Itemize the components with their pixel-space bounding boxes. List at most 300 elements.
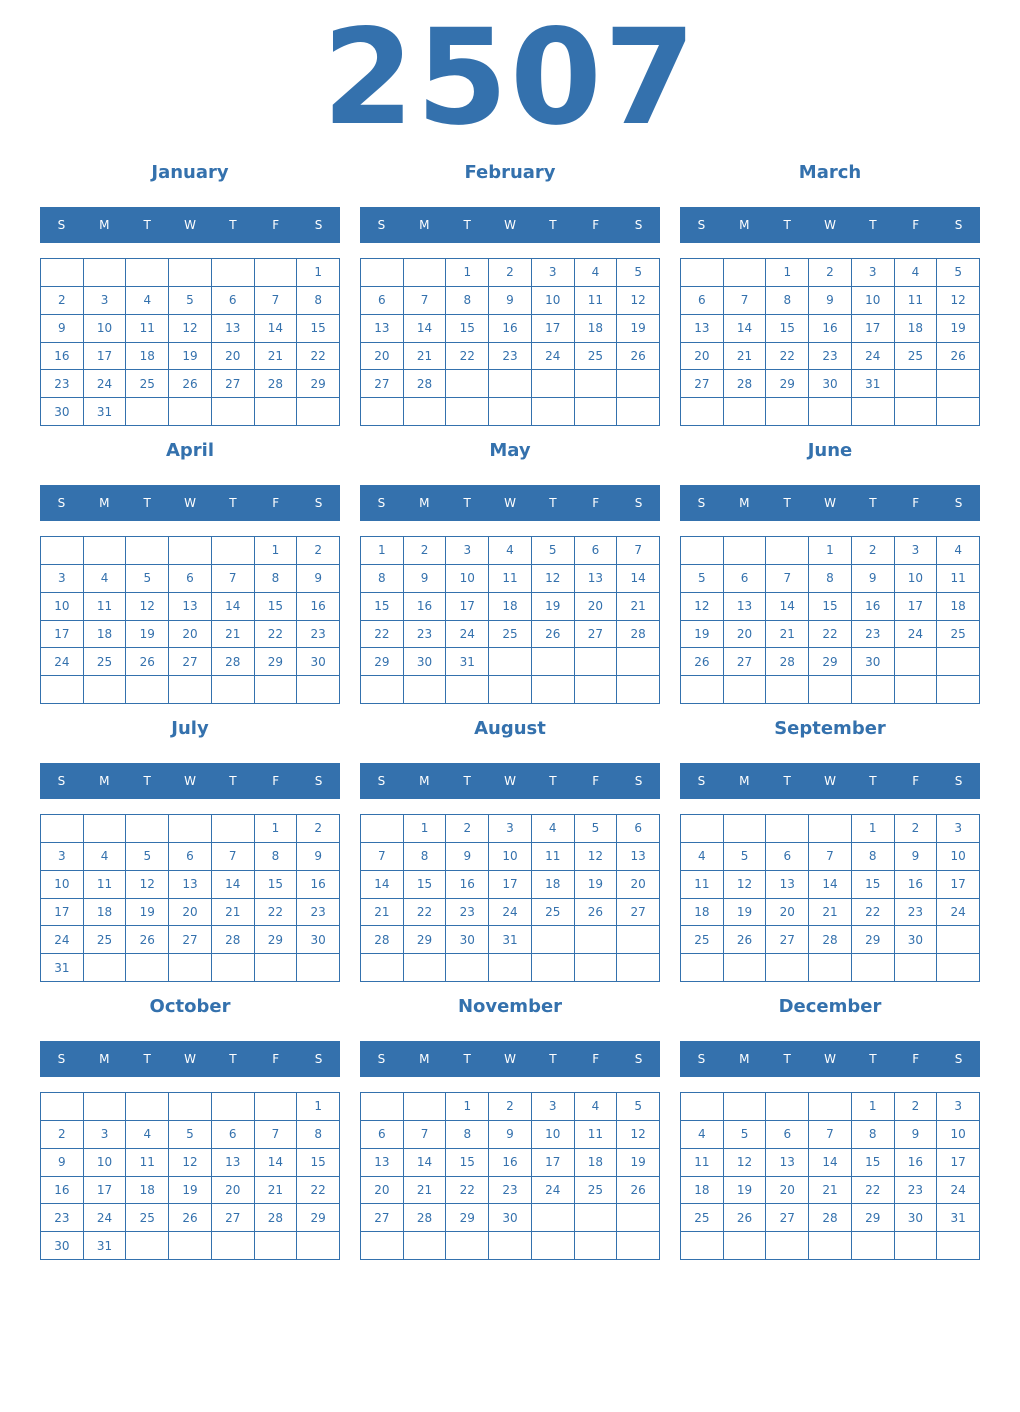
day-cell: 2 (297, 815, 340, 843)
empty-day-cell (937, 648, 980, 676)
empty-day-cell (489, 1232, 532, 1260)
day-cell: 29 (361, 648, 404, 676)
day-cell: 30 (489, 1204, 532, 1232)
day-cell: 11 (126, 1149, 169, 1177)
day-cell: 29 (404, 926, 447, 954)
day-cell: 25 (681, 926, 724, 954)
weekday-label: T (869, 1052, 877, 1066)
empty-day-cell (361, 398, 404, 426)
empty-day-cell (724, 537, 767, 565)
day-cell: 4 (532, 815, 575, 843)
empty-day-cell (575, 370, 618, 398)
empty-day-cell (126, 815, 169, 843)
weekday-label: F (592, 1052, 600, 1066)
day-cell: 4 (84, 843, 127, 871)
empty-day-cell (681, 1093, 724, 1121)
day-cell: 4 (937, 537, 980, 565)
month-name: January (151, 162, 229, 183)
month-name: December (778, 996, 882, 1017)
day-grid (360, 814, 660, 982)
day-cell: 21 (255, 1177, 298, 1205)
day-cell: 18 (126, 343, 169, 371)
day-cell: 25 (126, 370, 169, 398)
day-cell: 15 (852, 1149, 895, 1177)
weekday-label: S (697, 1052, 706, 1066)
empty-day-cell (724, 954, 767, 982)
day-cell: 15 (361, 593, 404, 621)
empty-day-cell (169, 398, 212, 426)
weekday-label: S (634, 218, 643, 232)
day-cell: 26 (532, 621, 575, 649)
weekday-label: W (824, 1052, 836, 1066)
day-cell: 31 (84, 398, 127, 426)
weekday-label: W (504, 218, 516, 232)
day-cell: 14 (724, 315, 767, 343)
day-cell: 16 (489, 315, 532, 343)
weekday-label: T (783, 496, 791, 510)
weekday-label: F (912, 496, 920, 510)
day-cell: 10 (852, 287, 895, 315)
day-cell: 2 (41, 1121, 84, 1149)
day-cell: 21 (361, 899, 404, 927)
weekday-label: M (419, 218, 430, 232)
empty-day-cell (297, 954, 340, 982)
weekday-label: T (783, 1052, 791, 1066)
empty-day-cell (532, 676, 575, 704)
weekday-label: T (143, 496, 151, 510)
day-grid (680, 814, 980, 982)
empty-day-cell (446, 954, 489, 982)
day-cell: 31 (41, 954, 84, 982)
day-cell: 18 (84, 621, 127, 649)
day-cell: 15 (404, 871, 447, 899)
weekday-label: T (463, 774, 471, 788)
day-cell: 17 (532, 1149, 575, 1177)
weekday-label: S (634, 1052, 643, 1066)
day-cell: 26 (617, 343, 660, 371)
empty-day-cell (169, 954, 212, 982)
empty-day-cell (169, 676, 212, 704)
day-cell: 21 (766, 621, 809, 649)
empty-day-cell (169, 537, 212, 565)
empty-day-cell (126, 537, 169, 565)
day-cell: 22 (297, 1177, 340, 1205)
day-cell: 25 (126, 1204, 169, 1232)
empty-day-cell (169, 1232, 212, 1260)
day-cell: 9 (852, 565, 895, 593)
day-cell: 8 (297, 287, 340, 315)
day-cell: 5 (617, 259, 660, 287)
day-grid (680, 536, 980, 704)
empty-day-cell (489, 954, 532, 982)
weekday-header (680, 1041, 980, 1077)
day-cell: 4 (681, 1121, 724, 1149)
empty-day-cell (617, 954, 660, 982)
day-grid (360, 258, 660, 426)
day-cell: 13 (169, 593, 212, 621)
day-cell: 23 (852, 621, 895, 649)
weekday-label: T (463, 496, 471, 510)
day-cell: 13 (766, 1149, 809, 1177)
empty-day-cell (489, 648, 532, 676)
month-name: November (457, 996, 563, 1017)
day-cell: 23 (404, 621, 447, 649)
day-cell: 20 (361, 1177, 404, 1205)
empty-day-cell (41, 1093, 84, 1121)
day-cell: 10 (532, 1121, 575, 1149)
day-cell: 1 (361, 537, 404, 565)
empty-day-cell (489, 370, 532, 398)
day-cell: 8 (404, 843, 447, 871)
day-cell: 13 (361, 1149, 404, 1177)
day-cell: 9 (41, 315, 84, 343)
weekday-label: S (377, 774, 386, 788)
day-cell: 12 (126, 871, 169, 899)
day-cell: 29 (255, 648, 298, 676)
day-cell: 17 (489, 871, 532, 899)
empty-day-cell (446, 370, 489, 398)
empty-day-cell (126, 1232, 169, 1260)
day-cell: 17 (41, 621, 84, 649)
day-cell: 1 (404, 815, 447, 843)
empty-day-cell (575, 676, 618, 704)
weekday-label: F (592, 218, 600, 232)
day-cell: 25 (489, 621, 532, 649)
day-cell: 23 (895, 899, 938, 927)
day-cell: 2 (297, 537, 340, 565)
day-cell: 2 (41, 287, 84, 315)
day-cell: 25 (937, 621, 980, 649)
day-cell: 12 (681, 593, 724, 621)
weekday-label: S (697, 496, 706, 510)
day-cell: 9 (446, 843, 489, 871)
empty-day-cell (937, 676, 980, 704)
empty-day-cell (532, 954, 575, 982)
empty-day-cell (169, 259, 212, 287)
day-cell: 14 (255, 315, 298, 343)
month-name: June (807, 440, 853, 461)
empty-day-cell (212, 259, 255, 287)
empty-day-cell (404, 259, 447, 287)
empty-day-cell (255, 954, 298, 982)
empty-day-cell (895, 676, 938, 704)
empty-day-cell (766, 398, 809, 426)
day-cell: 21 (255, 343, 298, 371)
weekday-header (680, 207, 980, 243)
day-grid (40, 258, 340, 426)
day-cell: 23 (446, 899, 489, 927)
day-cell: 21 (212, 899, 255, 927)
weekday-label: W (824, 218, 836, 232)
weekday-label: M (99, 1052, 110, 1066)
empty-day-cell (489, 676, 532, 704)
weekday-label: T (869, 496, 877, 510)
day-cell: 19 (681, 621, 724, 649)
day-cell: 13 (575, 565, 618, 593)
empty-day-cell (297, 676, 340, 704)
empty-day-cell (84, 676, 127, 704)
day-cell: 31 (852, 370, 895, 398)
day-cell: 7 (404, 1121, 447, 1149)
empty-day-cell (532, 1204, 575, 1232)
day-grid (40, 814, 340, 982)
empty-day-cell (724, 259, 767, 287)
day-cell: 31 (84, 1232, 127, 1260)
weekday-label: M (99, 496, 110, 510)
day-cell: 1 (809, 537, 852, 565)
month-name: October (149, 996, 231, 1017)
day-cell: 7 (617, 537, 660, 565)
day-cell: 1 (297, 1093, 340, 1121)
empty-day-cell (255, 259, 298, 287)
empty-day-cell (617, 370, 660, 398)
empty-day-cell (617, 1232, 660, 1260)
day-cell: 22 (766, 343, 809, 371)
month-name: May (489, 440, 531, 461)
day-cell: 7 (361, 843, 404, 871)
day-cell: 6 (361, 287, 404, 315)
day-cell: 12 (617, 1121, 660, 1149)
month-name: September (774, 718, 886, 739)
day-cell: 24 (937, 899, 980, 927)
day-cell: 7 (724, 287, 767, 315)
empty-day-cell (446, 1232, 489, 1260)
day-cell: 22 (446, 343, 489, 371)
weekday-label: S (377, 1052, 386, 1066)
weekday-label: W (184, 218, 196, 232)
day-cell: 14 (255, 1149, 298, 1177)
day-cell: 15 (809, 593, 852, 621)
year-title: 2507 (322, 1, 698, 155)
day-cell: 5 (724, 843, 767, 871)
weekday-label: F (272, 774, 280, 788)
day-cell: 2 (852, 537, 895, 565)
empty-day-cell (724, 1232, 767, 1260)
day-cell: 16 (297, 871, 340, 899)
empty-day-cell (255, 398, 298, 426)
day-cell: 15 (446, 1149, 489, 1177)
day-cell: 24 (895, 621, 938, 649)
day-cell: 12 (617, 287, 660, 315)
day-cell: 18 (937, 593, 980, 621)
day-cell: 13 (681, 315, 724, 343)
empty-day-cell (41, 676, 84, 704)
day-cell: 13 (361, 315, 404, 343)
empty-day-cell (41, 815, 84, 843)
day-cell: 30 (297, 926, 340, 954)
empty-day-cell (575, 1232, 618, 1260)
month-name: February (464, 162, 556, 183)
empty-day-cell (212, 815, 255, 843)
empty-day-cell (126, 676, 169, 704)
day-cell: 5 (126, 843, 169, 871)
day-cell: 14 (404, 1149, 447, 1177)
month-name: August (474, 718, 546, 739)
day-cell: 25 (895, 343, 938, 371)
empty-day-cell (766, 815, 809, 843)
weekday-label: S (954, 774, 963, 788)
day-cell: 18 (575, 1149, 618, 1177)
day-cell: 30 (895, 1204, 938, 1232)
empty-day-cell (575, 1204, 618, 1232)
empty-day-cell (575, 926, 618, 954)
day-cell: 8 (361, 565, 404, 593)
day-cell: 7 (212, 843, 255, 871)
day-cell: 24 (41, 926, 84, 954)
day-cell: 20 (617, 871, 660, 899)
day-cell: 10 (489, 843, 532, 871)
day-cell: 6 (575, 537, 618, 565)
empty-day-cell (84, 815, 127, 843)
empty-day-cell (212, 676, 255, 704)
day-cell: 15 (446, 315, 489, 343)
day-cell: 2 (446, 815, 489, 843)
day-cell: 20 (212, 343, 255, 371)
weekday-label: F (272, 1052, 280, 1066)
day-cell: 16 (489, 1149, 532, 1177)
empty-day-cell (809, 815, 852, 843)
day-cell: 6 (361, 1121, 404, 1149)
day-cell: 28 (361, 926, 404, 954)
weekday-label: M (739, 774, 750, 788)
day-cell: 6 (766, 1121, 809, 1149)
day-cell: 14 (766, 593, 809, 621)
day-cell: 11 (575, 287, 618, 315)
day-cell: 20 (169, 621, 212, 649)
weekday-header (360, 763, 660, 799)
empty-day-cell (361, 259, 404, 287)
day-cell: 14 (809, 1149, 852, 1177)
empty-day-cell (126, 398, 169, 426)
empty-day-cell (84, 537, 127, 565)
day-cell: 18 (681, 1177, 724, 1205)
day-cell: 21 (724, 343, 767, 371)
weekday-label: T (229, 218, 237, 232)
empty-day-cell (84, 259, 127, 287)
day-cell: 10 (84, 1149, 127, 1177)
day-cell: 27 (681, 370, 724, 398)
weekday-label: W (184, 496, 196, 510)
day-cell: 17 (937, 1149, 980, 1177)
empty-day-cell (895, 398, 938, 426)
day-cell: 29 (297, 1204, 340, 1232)
weekday-label: S (377, 496, 386, 510)
empty-day-cell (766, 537, 809, 565)
day-cell: 15 (297, 1149, 340, 1177)
day-cell: 29 (852, 926, 895, 954)
day-cell: 11 (895, 287, 938, 315)
day-cell: 3 (532, 259, 575, 287)
day-cell: 10 (937, 1121, 980, 1149)
empty-day-cell (212, 1232, 255, 1260)
day-cell: 19 (126, 621, 169, 649)
day-cell: 10 (41, 871, 84, 899)
empty-day-cell (446, 398, 489, 426)
empty-day-cell (126, 954, 169, 982)
weekday-label: S (314, 774, 323, 788)
day-cell: 11 (84, 871, 127, 899)
day-cell: 19 (575, 871, 618, 899)
day-cell: 13 (617, 843, 660, 871)
day-cell: 18 (895, 315, 938, 343)
weekday-label: W (504, 496, 516, 510)
day-cell: 1 (766, 259, 809, 287)
empty-day-cell (404, 954, 447, 982)
day-cell: 11 (681, 871, 724, 899)
empty-day-cell (361, 954, 404, 982)
empty-day-cell (361, 815, 404, 843)
day-cell: 20 (724, 621, 767, 649)
day-cell: 17 (895, 593, 938, 621)
weekday-label: S (954, 218, 963, 232)
weekday-header (40, 207, 340, 243)
day-cell: 30 (41, 1232, 84, 1260)
day-cell: 8 (852, 1121, 895, 1149)
day-cell: 28 (724, 370, 767, 398)
day-cell: 6 (212, 1121, 255, 1149)
day-cell: 16 (895, 871, 938, 899)
day-cell: 14 (404, 315, 447, 343)
day-cell: 7 (212, 565, 255, 593)
day-cell: 19 (169, 1177, 212, 1205)
empty-day-cell (489, 398, 532, 426)
day-cell: 16 (41, 343, 84, 371)
day-cell: 2 (404, 537, 447, 565)
empty-day-cell (681, 815, 724, 843)
day-cell: 10 (41, 593, 84, 621)
day-cell: 28 (809, 1204, 852, 1232)
weekday-label: M (99, 218, 110, 232)
day-cell: 1 (297, 259, 340, 287)
day-cell: 26 (724, 1204, 767, 1232)
month-name: April (165, 440, 215, 461)
empty-day-cell (575, 398, 618, 426)
day-cell: 14 (212, 593, 255, 621)
empty-day-cell (809, 954, 852, 982)
day-cell: 26 (126, 648, 169, 676)
day-cell: 19 (617, 1149, 660, 1177)
day-cell: 4 (895, 259, 938, 287)
day-cell: 1 (852, 1093, 895, 1121)
day-cell: 17 (446, 593, 489, 621)
weekday-label: S (954, 1052, 963, 1066)
day-cell: 9 (297, 843, 340, 871)
day-cell: 22 (404, 899, 447, 927)
weekday-label: W (184, 774, 196, 788)
empty-day-cell (766, 1232, 809, 1260)
weekday-label: M (739, 496, 750, 510)
day-cell: 23 (809, 343, 852, 371)
empty-day-cell (532, 370, 575, 398)
day-cell: 9 (404, 565, 447, 593)
weekday-label: F (592, 496, 600, 510)
empty-day-cell (681, 1232, 724, 1260)
day-cell: 17 (84, 343, 127, 371)
day-cell: 8 (809, 565, 852, 593)
day-cell: 20 (575, 593, 618, 621)
weekday-label: W (184, 1052, 196, 1066)
day-cell: 28 (404, 370, 447, 398)
day-cell: 22 (255, 621, 298, 649)
empty-day-cell (809, 676, 852, 704)
empty-day-cell (852, 1232, 895, 1260)
day-cell: 30 (297, 648, 340, 676)
day-cell: 22 (852, 899, 895, 927)
day-cell: 3 (41, 565, 84, 593)
day-cell: 5 (169, 1121, 212, 1149)
weekday-label: F (912, 774, 920, 788)
weekday-label: F (592, 774, 600, 788)
